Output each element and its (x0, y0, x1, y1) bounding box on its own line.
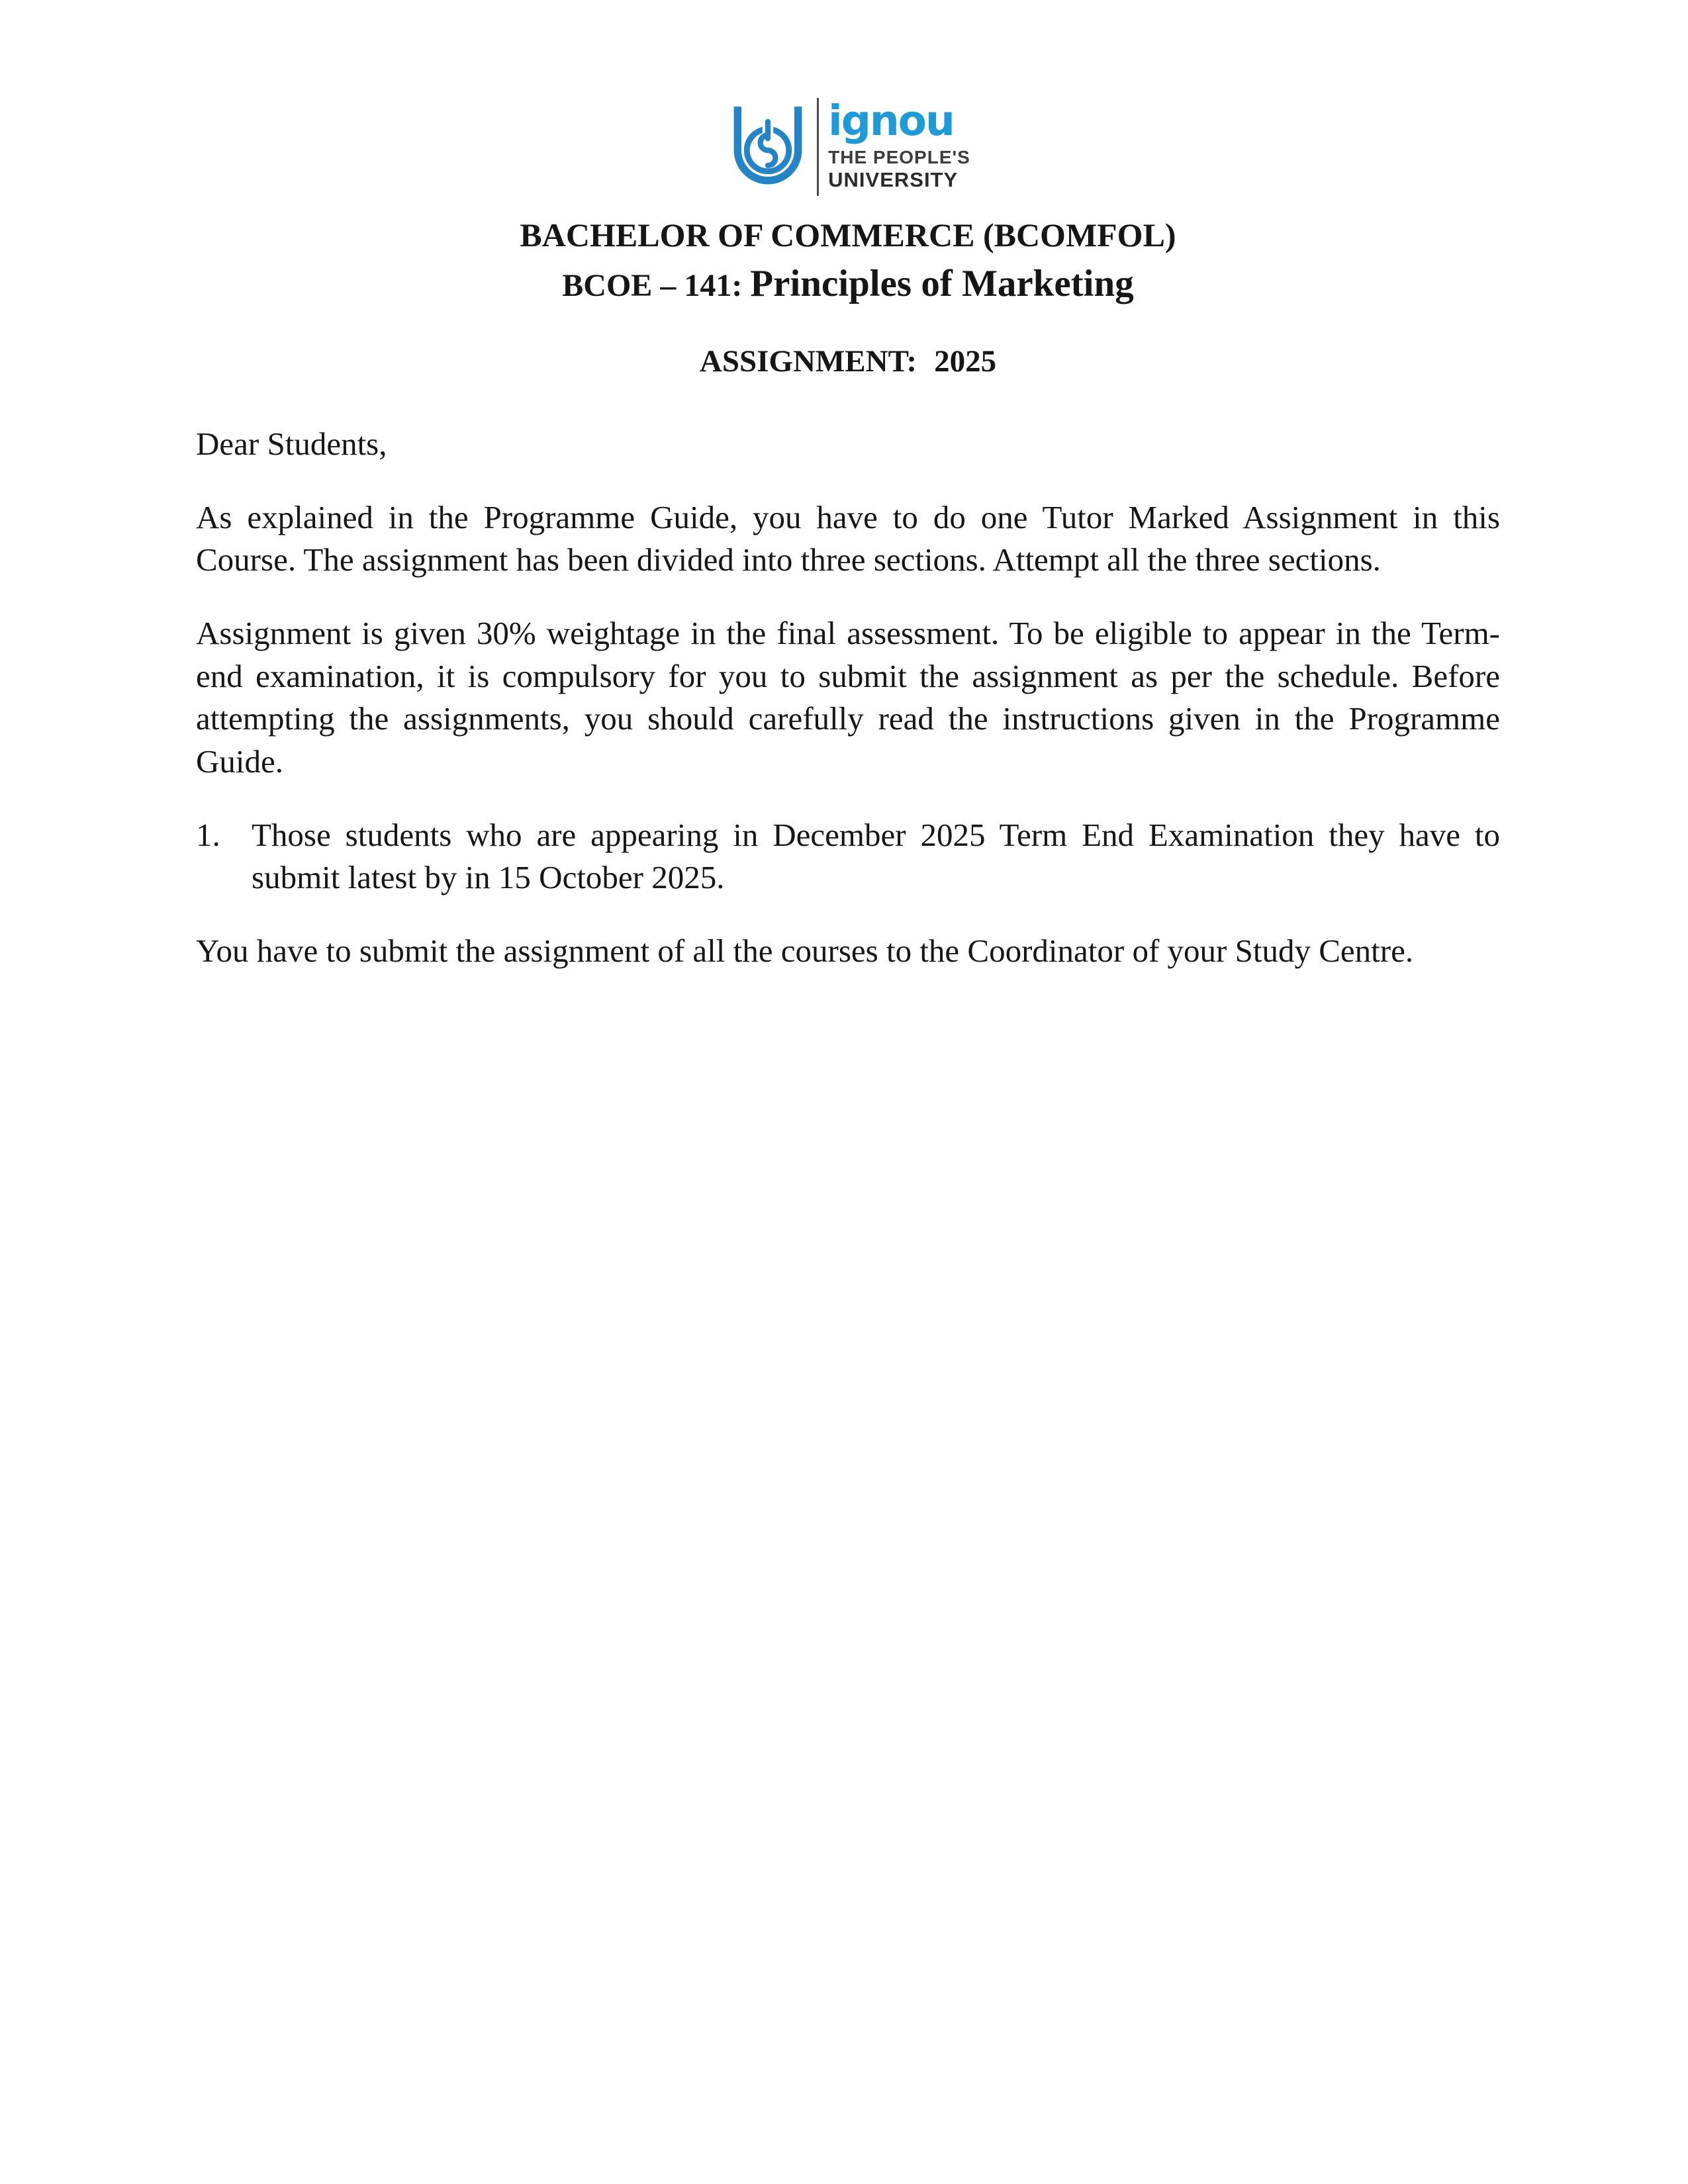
logo-tagline-line1: THE PEOPLE'S (828, 147, 970, 167)
assignment-year: 2025 (934, 344, 997, 379)
ignou-logo (196, 98, 1500, 196)
programme-title: BACHELOR OF COMMERCE (BCOMFOL) (520, 216, 1176, 253)
paragraph-2: Assignment is given 30% weightage in the final assessment. To be eligible to appear in the Term-end examination, it is compulsory for you to submit the assignment as per the schedule. Before attempting the assignments, you should carefully read the instructions given in the Programme Guide. (196, 615, 1500, 780)
course-title-line (196, 262, 1500, 305)
logo-brand-text: ignou (828, 97, 954, 145)
paragraph-1: As explained in the Programme Guide, you have to do one Tutor Marked Assignment in this Course. The assignment has been divided into three sections. Attempt all the three sections. (196, 498, 1500, 578)
numbered-list (196, 814, 1500, 899)
document-body (196, 423, 1500, 973)
list-item-text: Those students who are appearing in December 2025 Term End Examination they have to submit latest by in 15 October 2025. (252, 816, 1500, 896)
logo-divider (817, 98, 819, 196)
course-code: BCOE – 141: (562, 268, 743, 303)
assignment-heading (196, 343, 1500, 379)
assignment-label: ASSIGNMENT: (699, 344, 917, 379)
closing-paragraph: You have to submit the assignment of all the courses to the Coordinator of your Study Centre. (196, 933, 1414, 970)
logo-tagline-line2: UNIVERSITY (828, 168, 959, 191)
list-item (196, 814, 1500, 899)
course-name: Principles of Marketing (750, 263, 1134, 304)
salutation: Dear Students, (196, 426, 387, 462)
logo-wordmark (828, 97, 970, 191)
list-item-number: 1. (196, 816, 220, 853)
ignou-emblem-icon (726, 103, 810, 191)
